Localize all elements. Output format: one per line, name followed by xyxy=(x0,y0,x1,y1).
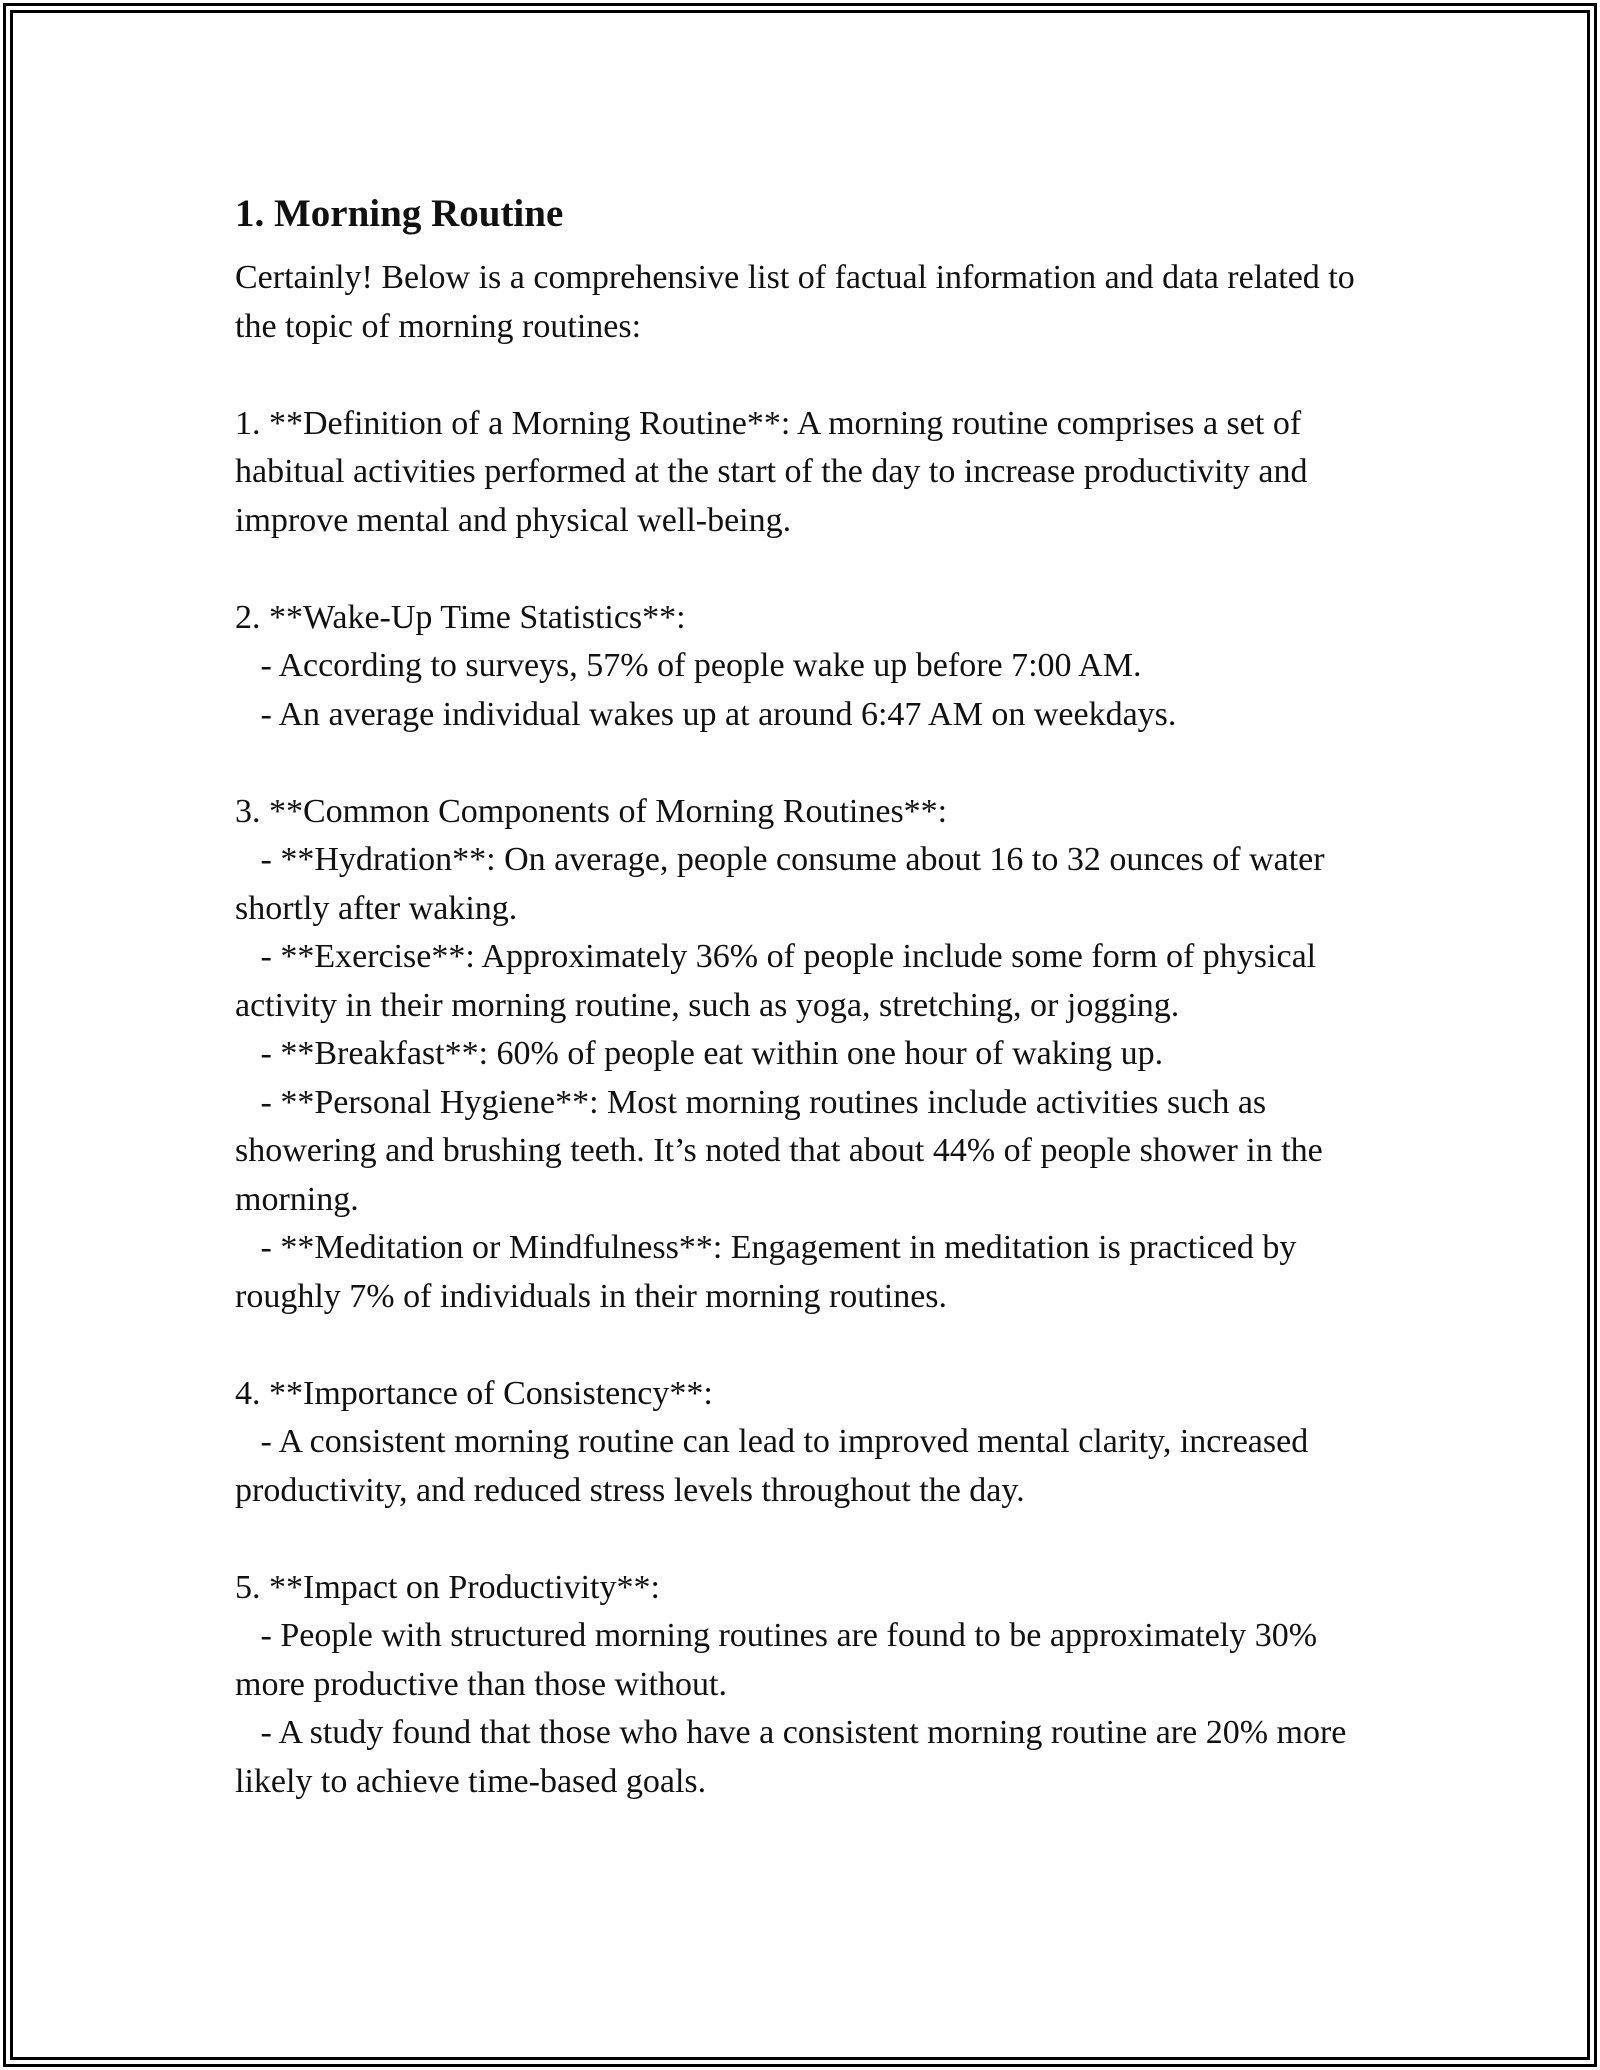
document-body xyxy=(235,180,1365,1806)
document-title: 1. Morning Routine xyxy=(235,192,564,235)
document-text: Certainly! Below is a comprehensive list of factual information and data related to the topic of morning routines: 1. **Definition of a Morning Routine**: A morning routine comprises a set of habitual activities performed at the start of the day to increase productivity and improve mental and physical well-being. 2. **Wake-Up Time Statistics**: - According to surveys, 57% of people wake up before 7:00 AM. - An average individual wakes up at around 6:47 AM on weekdays. 3. **Common Components of Morning Routines**: - **Hydration**: On average, people consume about 16 to 32 ounces of water shortly after waking. - **Exercise**: Approximately 36% of people include some form of physical activity in their morning routine, such as yoga, stretching, or jogging. - **Breakfast**: 60% of people eat within one hour of waking up. - **Personal Hygiene**: Most morning routines include activities such as showering and brushing teeth. It’s noted that about 44% of people shower in the morning. - **Meditation or Mindfulness**: Engagement in meditation is practiced by roughly 7% of individuals in their morning routines. 4. **Importance of Consistency**: - A consistent morning routine can lead to improved mental clarity, increased productivity, and reduced stress levels throughout the day. 5. **Impact on Productivity**: - People with structured morning routines are found to be approximately 30% more productive than those without. - A study found that those who have a consistent morning routine are 20% more likely to achieve time-based goals. xyxy=(235,259,1355,1800)
